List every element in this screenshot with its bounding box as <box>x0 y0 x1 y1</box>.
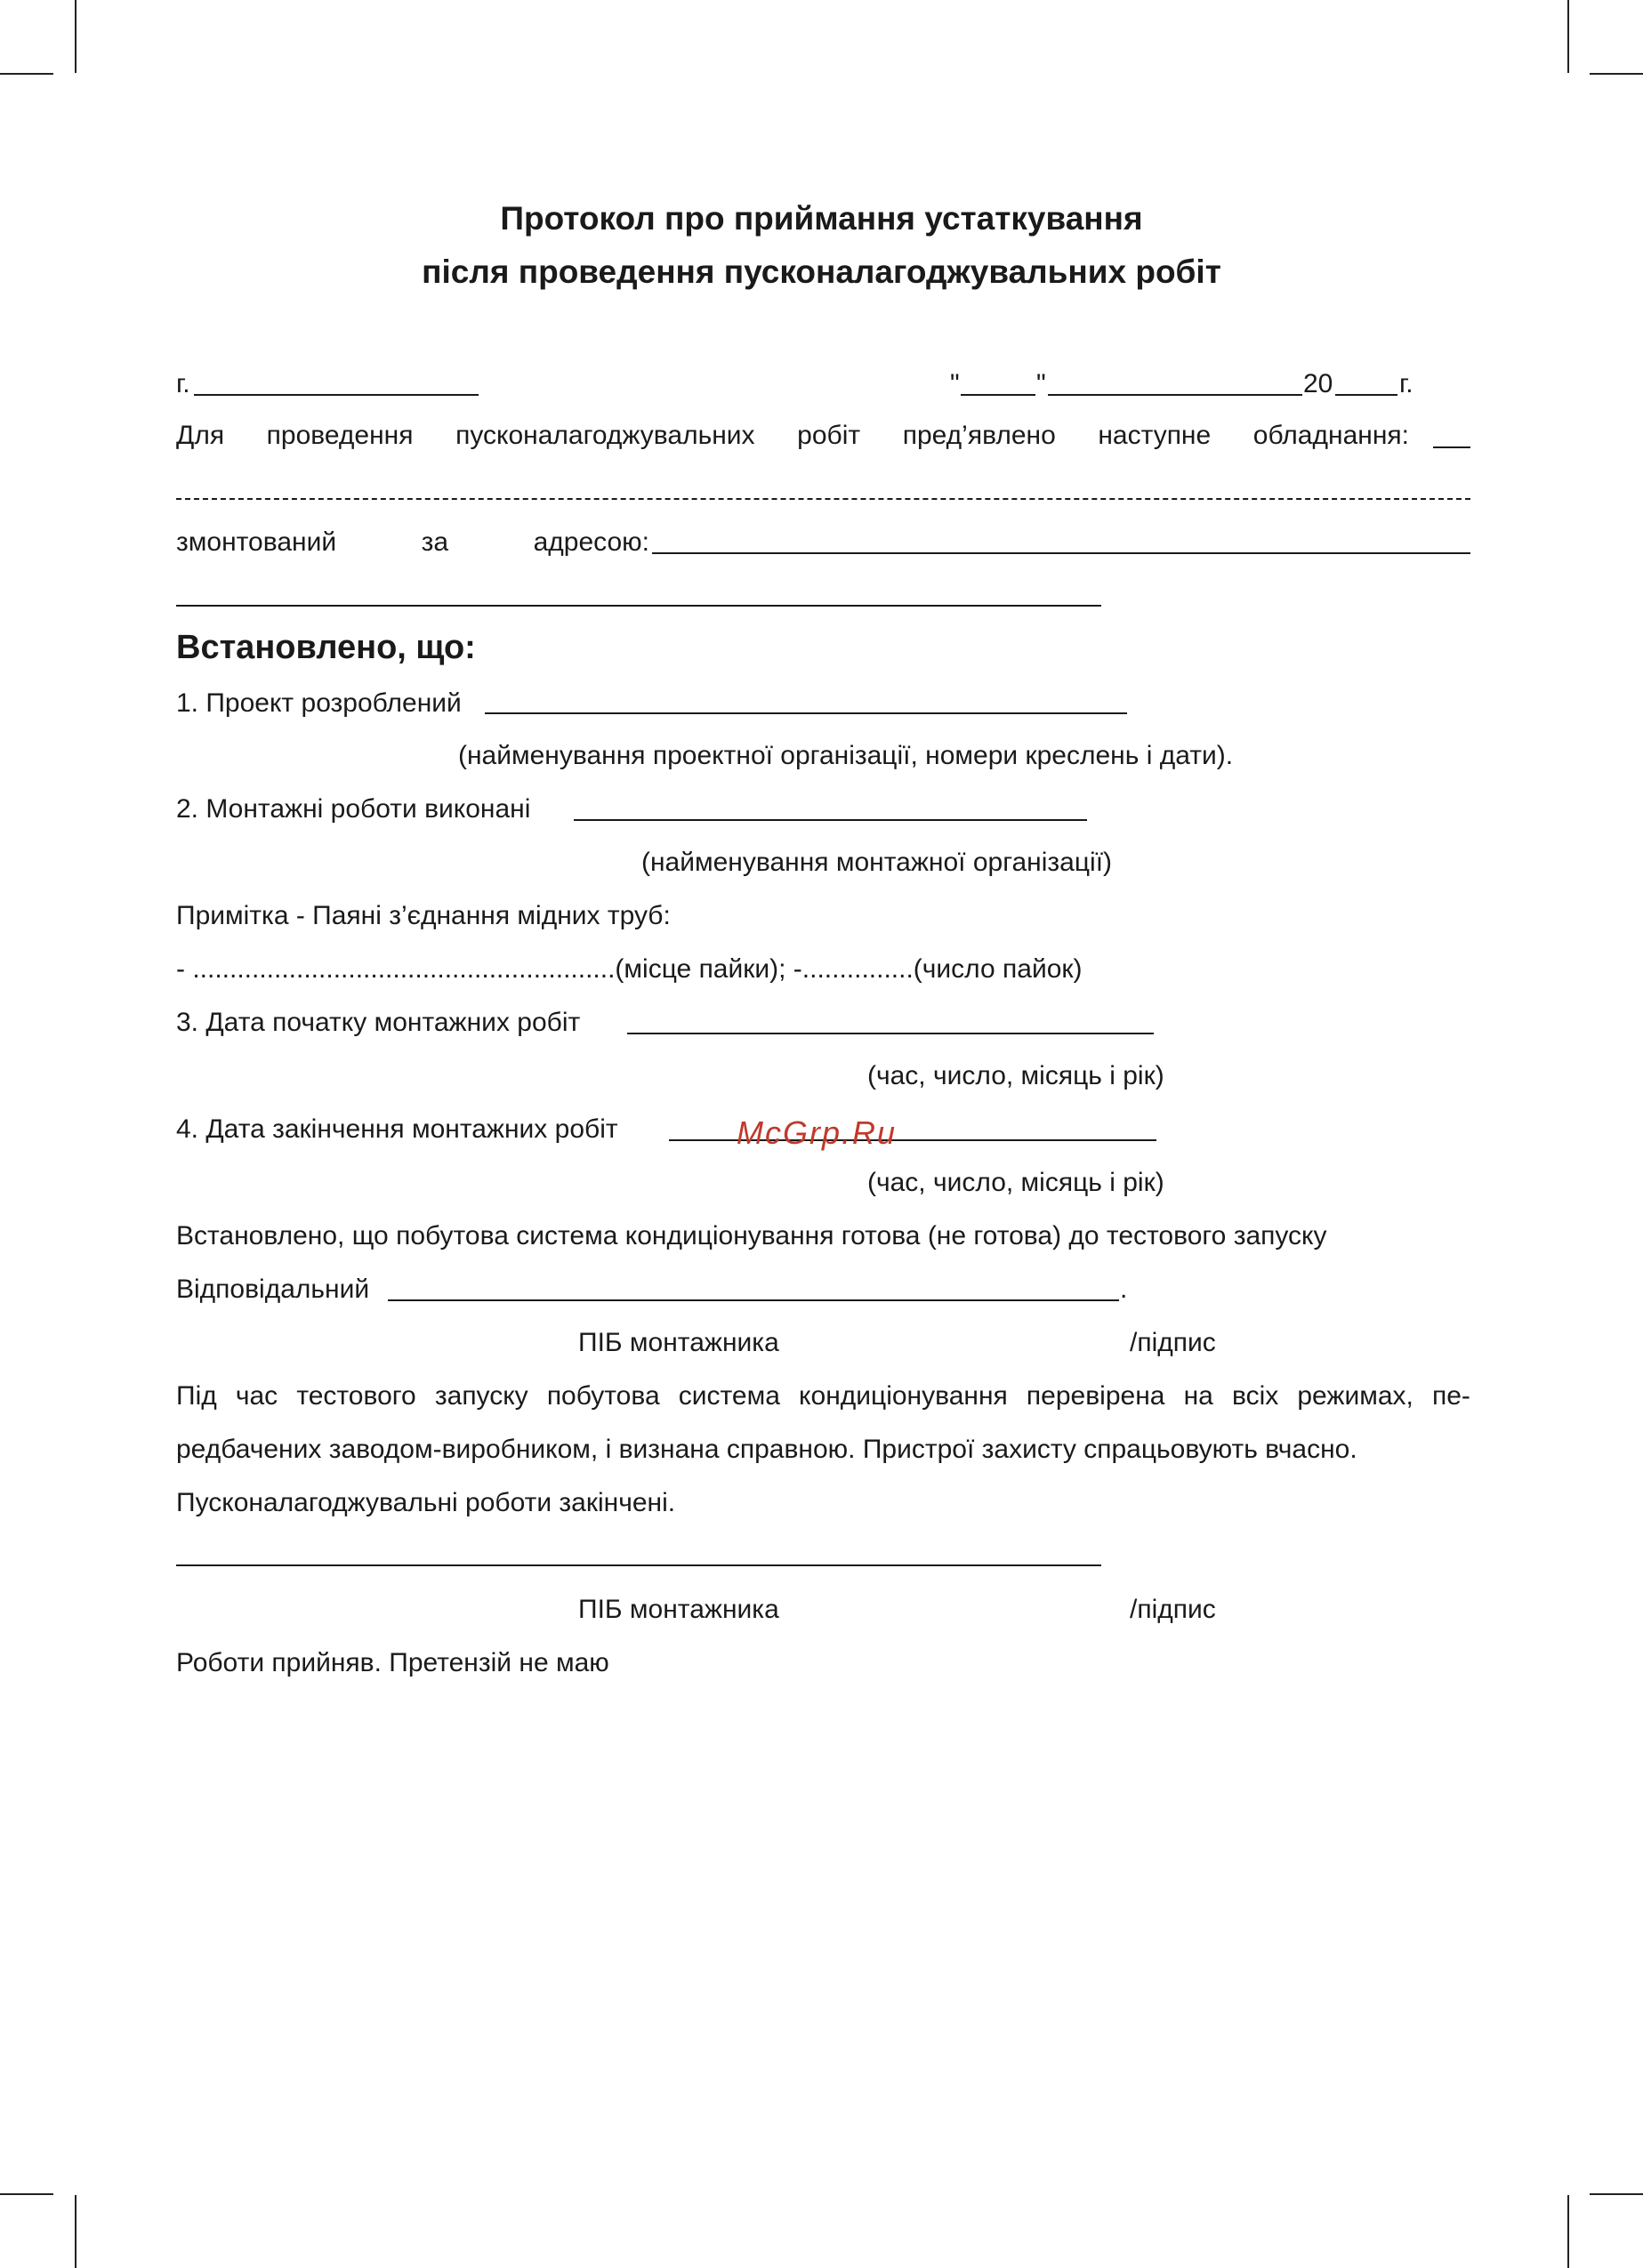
date-year-prefix: 20 <box>1303 369 1333 398</box>
crop-mark <box>1590 2193 1643 2195</box>
responsible-field[interactable] <box>388 1299 1119 1301</box>
date-day-field[interactable] <box>961 394 1035 396</box>
crop-mark <box>0 73 53 75</box>
equipment-word: робіт <box>797 421 861 450</box>
item-2-caption: (найменування монтажної організації) <box>641 848 1113 877</box>
document-title-line-1: Протокол про приймання устаткування <box>500 200 1143 237</box>
established-heading: Встановлено, що: <box>176 629 476 666</box>
test-word: система <box>678 1381 780 1411</box>
crop-mark <box>0 2193 53 2195</box>
item-3-field[interactable] <box>627 1033 1154 1034</box>
test-word: тестового <box>296 1381 416 1411</box>
test-word: перевірена <box>1026 1381 1165 1411</box>
test-paragraph-line-2: редбачених заводом-виробником, і визнана справною. Пристрої захисту спрацьовують вчасно. <box>176 1435 1357 1464</box>
note-label: Примітка - Паяні з’єднання мідних труб: <box>176 901 671 930</box>
item-3-caption: (час, число, місяць і рік) <box>867 1061 1164 1090</box>
test-word: режимах, <box>1297 1381 1413 1411</box>
test-word: Під <box>176 1381 217 1411</box>
city-label: г. <box>176 369 190 398</box>
test-paragraph-line-3: Пусконалагоджувальні роботи закінчені. <box>176 1488 676 1517</box>
item-3-label: 3. Дата початку монтажних робіт <box>176 1008 581 1037</box>
address-line <box>176 527 649 559</box>
item-4-caption: (час, число, місяць і рік) <box>867 1168 1164 1197</box>
crop-mark <box>75 2195 77 2268</box>
date-quote-close: " <box>1036 369 1046 398</box>
signature-label: /підпис <box>1130 1328 1216 1357</box>
equipment-word: Для <box>176 421 225 450</box>
item-2-field[interactable] <box>574 819 1087 821</box>
item-1-label: 1. Проект розроблений <box>176 688 462 718</box>
accepted-statement: Роботи прийняв. Претензій не маю <box>176 1648 609 1677</box>
test-word: на <box>1183 1381 1213 1411</box>
date-year-suffix: г. <box>1399 369 1413 398</box>
equipment-word: наступне <box>1098 421 1212 450</box>
equipment-field[interactable] <box>176 498 1470 500</box>
test-word: кондиціонування <box>799 1381 1008 1411</box>
installer-signature-field[interactable] <box>176 1564 1101 1566</box>
city-field[interactable] <box>194 394 479 396</box>
address-field-continued[interactable] <box>176 605 1101 607</box>
test-paragraph-line-1 <box>176 1380 1470 1412</box>
installer-name-label-2: ПІБ монтажника <box>578 1595 779 1624</box>
test-word: побутова <box>546 1381 660 1411</box>
ready-statement: Встановлено, що побутова система кондиціонування готова (не готова) до тестового запуску <box>176 1221 1327 1251</box>
equipment-line <box>176 420 1409 452</box>
address-field[interactable] <box>652 552 1470 554</box>
note-line: - .........................................................(місце пайки); -...............(число пайок) <box>176 954 1083 984</box>
date-year-field[interactable] <box>1335 394 1397 396</box>
responsible-label: Відповідальний <box>176 1275 370 1304</box>
document-title-line-2: після проведення пусконалагоджувальних робіт <box>422 253 1221 290</box>
address-word: за <box>421 527 449 557</box>
crop-mark <box>75 0 77 73</box>
responsible-end: . <box>1120 1275 1128 1304</box>
signature-label-2: /підпис <box>1130 1595 1216 1624</box>
item-4-label: 4. Дата закінчення монтажних робіт <box>176 1114 618 1144</box>
watermark: McGrp.Ru <box>737 1114 898 1151</box>
test-word: час <box>235 1381 278 1411</box>
test-word: пе- <box>1432 1381 1470 1411</box>
equipment-field-start[interactable] <box>1433 446 1470 448</box>
address-word: змонтований <box>176 527 337 557</box>
equipment-word: проведення <box>266 421 414 450</box>
address-word: адресою: <box>533 527 649 557</box>
date-month-field[interactable] <box>1048 394 1302 396</box>
item-1-field[interactable] <box>485 712 1127 714</box>
item-2-label: 2. Монтажні роботи виконані <box>176 794 531 824</box>
equipment-word: пусконалагоджувальних <box>455 421 755 450</box>
test-word: всіх <box>1231 1381 1279 1411</box>
test-word: запуску <box>434 1381 528 1411</box>
crop-mark <box>1567 0 1569 73</box>
equipment-word: пред’явлено <box>902 421 1056 450</box>
crop-mark <box>1567 2195 1569 2268</box>
date-quote-open: " <box>950 369 960 398</box>
installer-name-label: ПІБ монтажника <box>578 1328 779 1357</box>
equipment-word: обладнання: <box>1252 421 1409 450</box>
item-1-caption: (найменування проектної організації, номери креслень і дати). <box>458 741 1234 770</box>
crop-mark <box>1590 73 1643 75</box>
